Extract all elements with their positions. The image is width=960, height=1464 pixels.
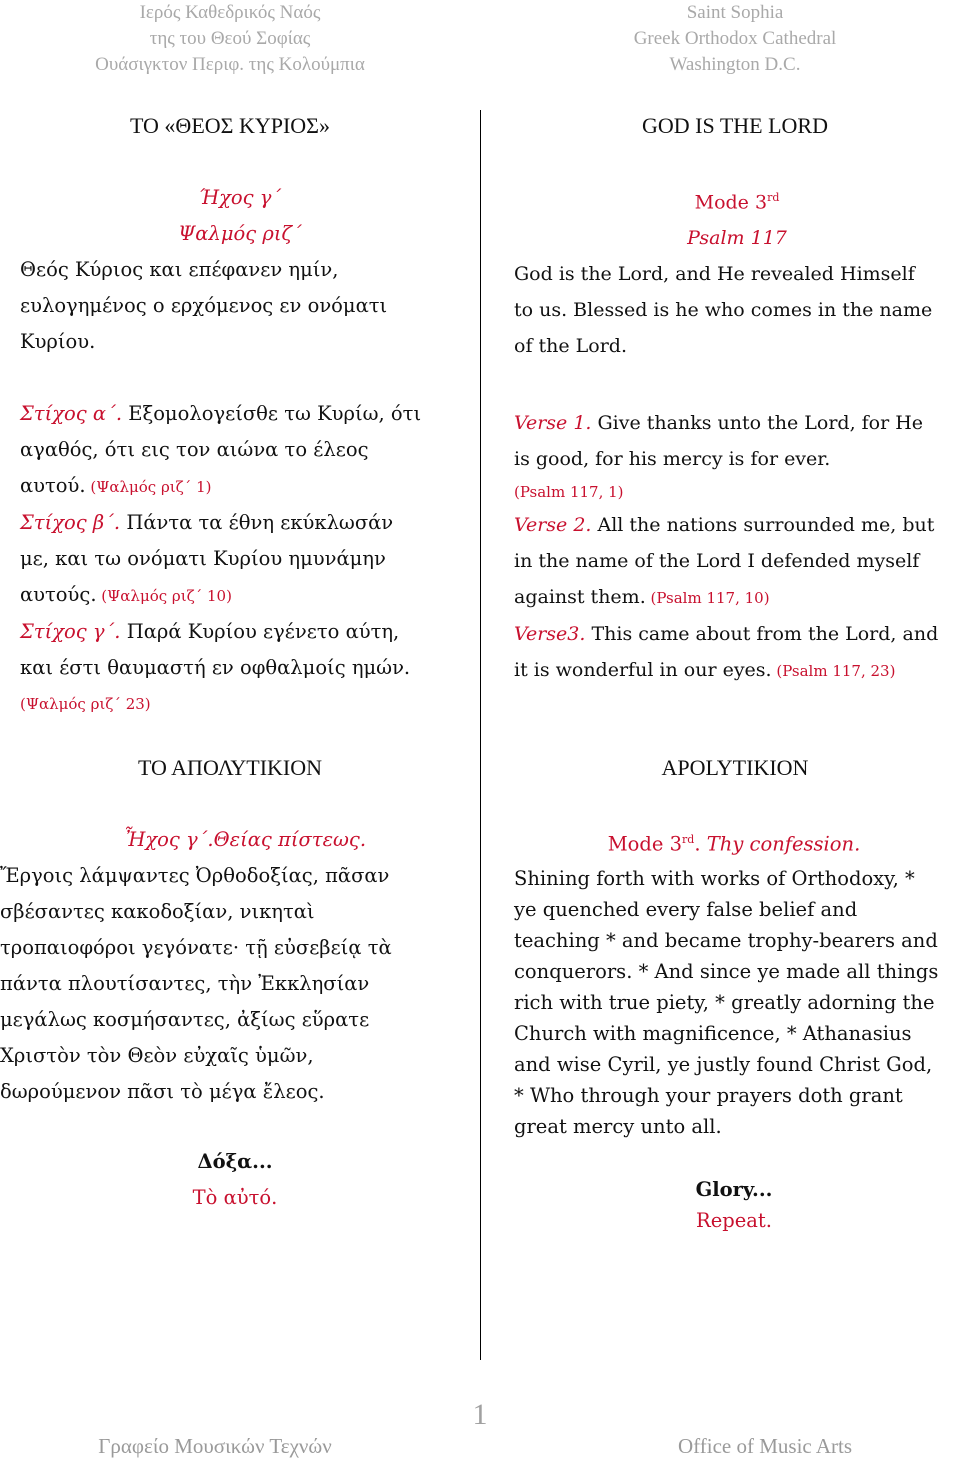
- hymn-line: Χριστὸν τὸν Θεὸν εὐχαῖς ὑμῶν,: [0, 1044, 314, 1067]
- verse-label: Στίχος β΄.: [20, 511, 121, 534]
- title-english: GOD IS THE LORD: [642, 113, 828, 138]
- verse-ref: (Ψαλμός ριζ΄ 10): [96, 587, 232, 605]
- verse-label: Verse3.: [514, 623, 586, 645]
- apolytikion-mode-english: [514, 822, 960, 863]
- psalm-english: Psalm 117: [687, 227, 787, 250]
- hymn-line: Ἔργοις λάμψαντες Ὀρθοδοξίας, πᾶσαν: [0, 864, 390, 887]
- verse-line: [20, 505, 465, 541]
- psalm-greek: Ψαλμός ριζ΄: [178, 222, 302, 245]
- repeat-english: Repeat.: [696, 1208, 772, 1232]
- verse-line: και έστι θαυμαστή εν οφθαλμοίς ημών.: [20, 656, 411, 679]
- glory-greek: Δόξα...: [197, 1150, 273, 1173]
- verse-line: [20, 468, 465, 505]
- verse-line: [20, 577, 465, 614]
- footer-left: Γραφείο Μουσικών Τεχνών: [98, 1434, 332, 1458]
- header-left-line: Ιερός Καθεδρικός Ναός: [139, 2, 321, 23]
- text-line: of the Lord.: [514, 335, 628, 358]
- hymn-line: σβέσαντες κακοδοξίαν, νικηταὶ: [0, 900, 315, 923]
- verse-line: αγαθός, ότι εις τον αιώνα το έλεος: [20, 438, 369, 461]
- verse-text: Πάντα τα έθνη εκύκλωσάν: [120, 511, 394, 534]
- verse-label: Στίχος α΄.: [20, 402, 123, 425]
- text-line: God is the Lord, and He revealed Himself: [514, 263, 915, 286]
- hymn-line: τροπαιοφόροι γεγόνατε· τῇ εὐσεβείᾳ τὰ: [0, 936, 392, 959]
- apolytikion-english: [514, 822, 960, 1236]
- header-left-line: Ουάσιγκτον Περιφ. της Κολούμπια: [95, 54, 365, 75]
- verses-greek: [20, 396, 465, 722]
- column-divider: [480, 110, 481, 1360]
- hymn-line: teaching * and became trophy-bearers and: [514, 928, 938, 952]
- apolytikion-title-english: APOLYTIKION: [661, 755, 809, 780]
- verse-line: [514, 507, 960, 543]
- hymn-line: Church with magnificence, * Athanasius: [514, 1021, 912, 1045]
- mode-label: Mode 3: [694, 191, 768, 214]
- hymn-line: conquerors. * And since ye made all things: [514, 959, 939, 983]
- hymn-line: ye quenched every false belief and: [514, 897, 858, 921]
- header-right-line: Greek Orthodox Cathedral: [633, 28, 837, 49]
- header-right: [500, 0, 960, 78]
- verse-text: This came about from the Lord, and: [585, 623, 939, 645]
- theos-greek: [20, 180, 460, 360]
- verse-line: is good, for his mercy is for ever.: [514, 448, 831, 470]
- text-line: ευλογημένος ο ερχόμενος εν ονόματι: [20, 294, 388, 317]
- text-line: Κυρίου.: [20, 330, 96, 353]
- hymn-line: πάντα πλουτίσαντες, τὴν Ἐκκλησίαν: [0, 972, 370, 995]
- apolytikion-mode-greek: Ἦχος γ΄.Θείας πίστεως.: [123, 828, 367, 851]
- hymn-line: great mercy unto all.: [514, 1114, 722, 1138]
- glory-english: Glory...: [695, 1177, 773, 1201]
- verse-ref: (Psalm 117, 1): [514, 483, 624, 501]
- theos-english: [514, 180, 960, 364]
- hymn-line: rich with true piety, * greatly adorning the: [514, 990, 935, 1014]
- mode-name: Thy confession.: [700, 832, 861, 856]
- hymn-line: * Who through your prayers doth grant: [514, 1083, 903, 1107]
- verse-text: Παρά Κυρίου εγένετο αύτη,: [120, 620, 400, 643]
- verse-line: in the name of the Lord I defended myself: [514, 550, 920, 572]
- verse-text: αυτούς.: [20, 583, 97, 606]
- mode-dot: .: [694, 832, 701, 856]
- hymn-line: Shining forth with works of Orthodoxy, *: [514, 866, 915, 890]
- verse-text: Give thanks unto the Lord, for He: [591, 412, 924, 434]
- header-left: [0, 0, 460, 78]
- verse-line: [514, 579, 960, 616]
- mode-english: [514, 180, 960, 220]
- header-right-line: Washington D.C.: [669, 54, 801, 75]
- verse-label: Verse 1.: [514, 412, 592, 434]
- page-number: 1: [472, 1398, 488, 1431]
- mode-label: Mode 3: [607, 832, 683, 856]
- text-line: to us. Blessed is he who comes in the name: [514, 299, 933, 322]
- hymn-line: and wise Cyril, ye justly found Christ God,: [514, 1052, 933, 1076]
- verse-ref: (Ψαλμός ριζ΄ 23): [20, 695, 151, 713]
- verse-line: [514, 405, 960, 441]
- verse-text: it is wonderful in our eyes.: [514, 659, 772, 681]
- repeat-greek: Τὸ αὐτό.: [192, 1186, 278, 1209]
- hymn-line: δωρούμενον πᾶσι τὸ μέγα ἔλεος.: [0, 1080, 325, 1103]
- verse-label: Στίχος γ΄.: [20, 620, 121, 643]
- verse-ref: (Psalm 117, 23): [771, 662, 896, 680]
- mode-sup: rd: [682, 833, 695, 846]
- verse-text: against them.: [514, 586, 646, 608]
- footer-right: Office of Music Arts: [678, 1434, 852, 1458]
- header-right-line: Saint Sophia: [686, 2, 784, 23]
- mode-sup: rd: [767, 191, 780, 204]
- verse-label: Verse 2.: [514, 514, 592, 536]
- verse-line: με, και τω ονόματι Κυρίου ημυνάμην: [20, 547, 386, 570]
- verse-ref: (Psalm 117, 10): [645, 589, 770, 607]
- title-greek: ΤΟ «ΘΕΟΣ ΚΥΡΙΟΣ»: [130, 113, 330, 138]
- verses-english: [514, 405, 960, 689]
- header-left-line: της του Θεού Σοφίας: [149, 28, 311, 49]
- verse-text: αυτού.: [20, 474, 86, 497]
- apolytikion-greek: [0, 822, 470, 1216]
- text-line: Θεός Κύριος και επέφανεν ημίν,: [20, 258, 339, 281]
- mode-greek: Ήχος γ΄: [198, 186, 282, 209]
- verse-line: [20, 614, 465, 650]
- hymn-line: μεγάλως κοσμήσαντες, ἀξίως εὕρατε: [0, 1008, 370, 1031]
- apolytikion-title-greek: ΤΟ ΑΠΟΛΥΤΙΚΙΟΝ: [137, 755, 323, 780]
- verse-ref: (Ψαλμός ριζ΄ 1): [85, 478, 212, 496]
- verse-line: [514, 652, 960, 689]
- verse-text: Εξομολογείσθε τω Κυρίω, ότι: [122, 402, 422, 425]
- verse-line: [514, 616, 960, 652]
- verse-line: [20, 396, 465, 432]
- verse-text: All the nations surrounded me, but: [591, 514, 935, 536]
